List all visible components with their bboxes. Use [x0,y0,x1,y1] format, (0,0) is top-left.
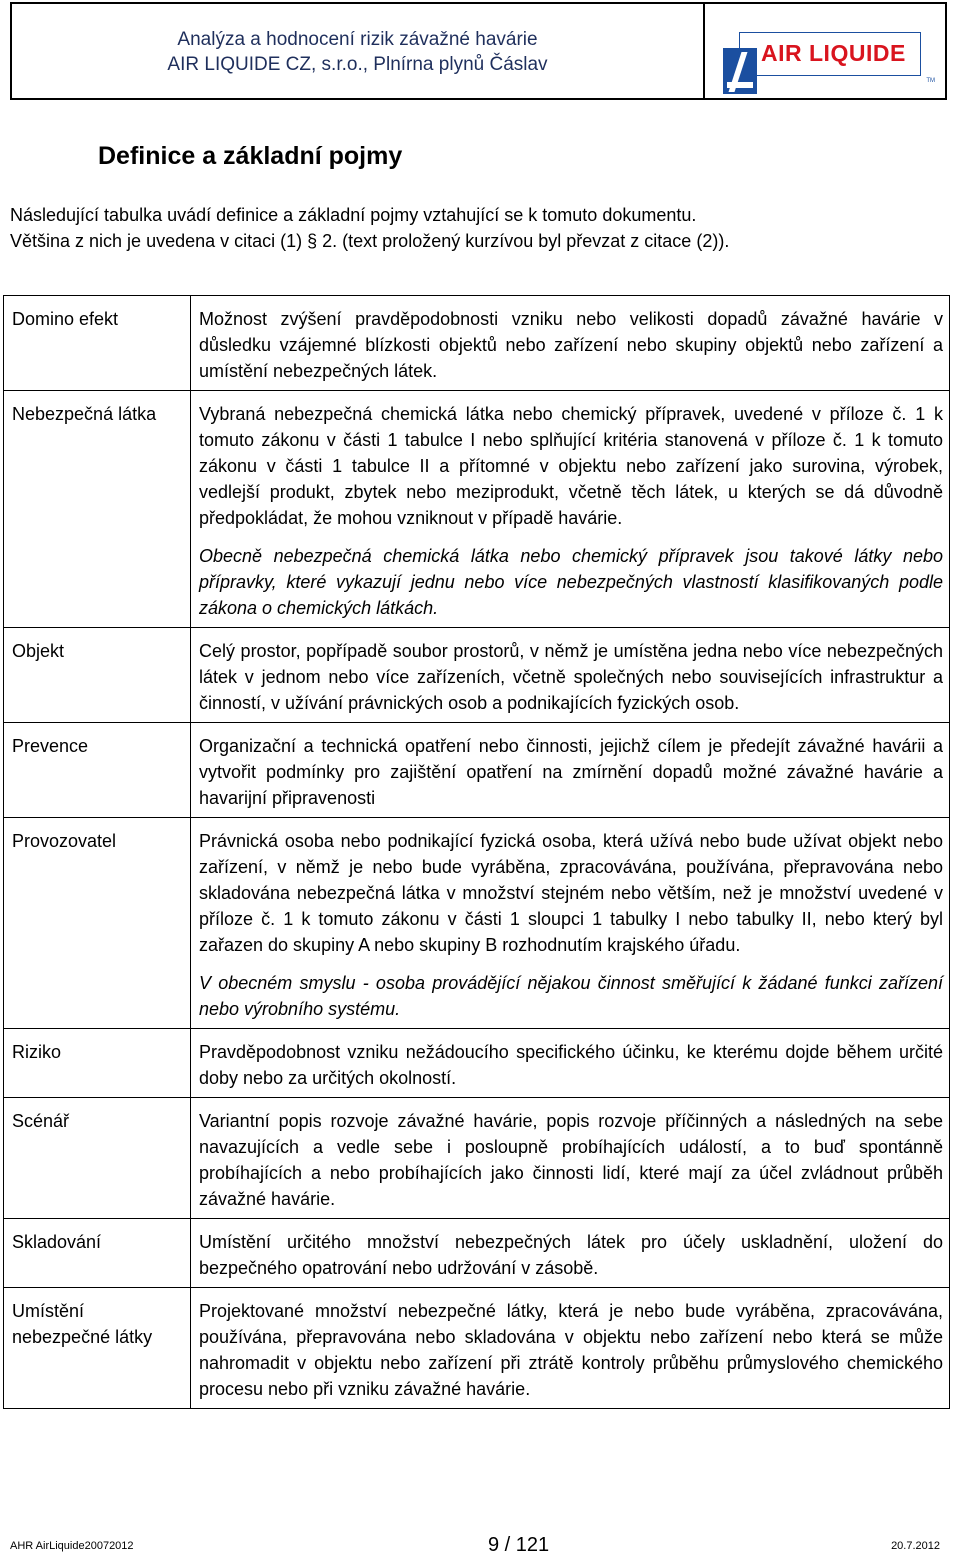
footer-date: 20.7.2012 [891,1540,940,1552]
intro-paragraph [10,202,940,254]
definition-text: Pravděpodobnost vzniku nežádoucího specifického účinku, ke kterému dojde během určité doby nebo za určitých okolností. [199,1042,943,1088]
definition-cell [191,628,950,723]
definition-text: Vybraná nebezpečná chemická látka nebo chemický přípravek, uvedené v příloze č. 1 k tomuto zákonu v části 1 tabulce I nebo splňující kritéria stanovená v příloze č. 1 k tomuto zákonu v části 1 tabulce II a přítomné v objektu nebo zařízení jako surovina, výrobek, vedlejší produkt, zbytek nebo meziprodukt, včetně těch látek, u kterých se dá důvodně předpokládat, že mohou vzniknout v případě havárie. [199,404,943,528]
term-cell: Umístění nebezpečné látky [4,1288,191,1409]
page-heading: Definice a základní pojmy [98,142,403,170]
definition-cell [191,296,950,391]
term-cell: Provozovatel [4,818,191,1029]
logo-mark-icon [723,48,757,94]
definition-text: Celý prostor, popřípadě soubor prostorů, v němž je umístěna jedna nebo více nebezpečných látek v jednom nebo více zařízeních, včetně společných nebo souvisejících infrastruktur a činností, v užívání právnických osob a podnikajících fyzických osob. [199,641,943,713]
definition-text: Organizační a technická opatření nebo činnosti, jejichž cílem je předejít závažné havárii a vytvořit podmínky pro zajištění opatření na zmírnění dopadů možné závažné havárie a havarijní připravenosti [199,736,943,808]
definition-cell [191,391,950,628]
definition-cell [191,1098,950,1219]
term-cell: Prevence [4,723,191,818]
table-row [4,1098,950,1219]
footer-page-number: 9 / 121 [488,1534,550,1556]
term-cell: Objekt [4,628,191,723]
term-cell: Scénář [4,1098,191,1219]
definition-text-italic: Obecně nebezpečná chemická látka nebo chemický přípravek jsou takové látky nebo přípravky, které vykazují jednu nebo více nebezpečných vlastností klasifikovaných podle zákona o chemických látkách. [199,546,943,618]
table-row [4,391,950,628]
page-footer [10,1530,940,1556]
table-row [4,818,950,1029]
definition-text: Projektované množství nebezpečné látky, která je nebo bude vyráběna, zpracovávána, používána, přepravována nebo skladována v objektu nebo zařízení nebo která se může nahromadit v objektu nebo zařízení při ztrátě kontroly průběhu průmyslového chemického procesu nebo při vzniku závažné havárie. [199,1301,943,1399]
header-title-line2: AIR LIQUIDE CZ, s.r.o., Plnírna plynů Čáslav [167,54,548,75]
definition-text: Variantní popis rozvoje závažné havárie, popis rozvoje příčinných a následných na sebe navazujících a vedle sebe i posloupně probíhajících událostí, a to buď spontánně probíhajících a nebo probíhajících jako činnosti lidí, které mají za účel zvládnout průběh závažné havárie. [199,1111,943,1209]
term-cell: Nebezpečná látka [4,391,191,628]
table-row [4,1288,950,1409]
header-title-line1: Analýza a hodnocení rizik závažné havárie [177,29,538,50]
header-title-block [12,4,705,98]
term-cell: Riziko [4,1029,191,1098]
definition-cell [191,1219,950,1288]
table-row [4,1029,950,1098]
intro-line-1: Následující tabulka uvádí definice a základní pojmy vztahující se k tomuto dokumentu. [10,205,697,225]
footer-document-id: AHR AirLiquide20072012 [10,1540,134,1552]
definition-text: Umístění určitého množství nebezpečných látek pro účely uskladnění, uložení do bezpečného opatrování nebo udržování v zásobě. [199,1232,943,1278]
document-header [10,2,947,100]
term-cell: Domino efekt [4,296,191,391]
definition-text: Možnost zvýšení pravděpodobnosti vzniku nebo velikosti dopadů závažné havárie v důsledku vzájemné blízkosti objektů nebo zařízení nebo skupiny objektů nebo zařízení a umístění nebezpečných látek. [199,309,943,381]
definition-text: Právnická osoba nebo podnikající fyzická osoba, která užívá nebo bude užívat objekt nebo zařízení, v němž je nebo bude vyráběna, zpracovávána, používána, přepravována nebo skladována nebezpečná látka v množství stejném nebo větším, než je množství uvedené v příloze č. 1 k tomuto zákonu v části 1 sloupci 1 tabulky I nebo tabulky II, nebo který byl zařazen do skupiny A nebo skupiny B rozhodnutím krajského úřadu. [199,831,943,955]
definition-cell [191,723,950,818]
table-row [4,628,950,723]
term-cell: Skladování [4,1219,191,1288]
definition-cell [191,1029,950,1098]
definition-cell [191,818,950,1029]
definition-text-italic: V obecném smyslu - osoba provádějící nějakou činnost směřující k žádané funkci zařízení nebo výrobního systému. [199,973,943,1019]
logo-text: AIR LIQUIDE [761,40,906,66]
table-row [4,296,950,391]
logo-trademark: TM [926,78,935,84]
definitions-table [3,295,950,1409]
intro-line-2: Většina z nich je uvedena v citaci (1) § 2. (text proložený kurzívou byl převzat z citace (2)). [10,231,730,251]
table-row [4,723,950,818]
definition-cell [191,1288,950,1409]
table-row [4,1219,950,1288]
air-liquide-logo [705,4,945,98]
